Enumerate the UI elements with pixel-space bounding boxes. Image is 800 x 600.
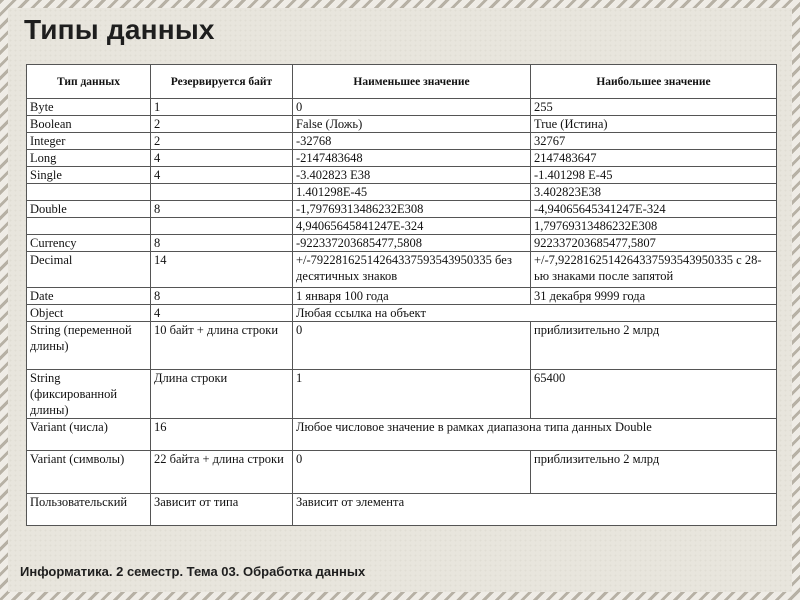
table-row-date xyxy=(27,288,777,305)
table-row-variant-numbers xyxy=(27,419,777,451)
cell-type xyxy=(27,218,151,235)
table-row-double-positive xyxy=(27,218,777,235)
cell-bytes: 4 xyxy=(151,150,293,167)
cell-min: 1.401298E-45 xyxy=(293,184,531,201)
cell-type: Byte xyxy=(27,99,151,116)
cell-type: Variant (символы) xyxy=(27,451,151,494)
header-min: Наименьшее значение xyxy=(293,65,531,99)
cell-min: 0 xyxy=(293,322,531,370)
cell-bytes: 1 xyxy=(151,99,293,116)
cell-min: 1 января 100 года xyxy=(293,288,531,305)
cell-type: String (переменной длины) xyxy=(27,322,151,370)
cell-type: Integer xyxy=(27,133,151,150)
table-row-object xyxy=(27,305,777,322)
cell-max: приблизительно 2 млрд xyxy=(531,322,777,370)
table-row-string-fixed xyxy=(27,370,777,419)
table-row-user-defined xyxy=(27,494,777,526)
table-row-decimal xyxy=(27,252,777,288)
cell-min: False (Ложь) xyxy=(293,116,531,133)
cell-range: Любое числовое значение в рамках диапазона типа данных Double xyxy=(293,419,777,451)
cell-bytes: Зависит от типа xyxy=(151,494,293,526)
cell-bytes: 2 xyxy=(151,133,293,150)
cell-type: Double xyxy=(27,201,151,218)
cell-min: -3.402823 E38 xyxy=(293,167,531,184)
header-type: Тип данных xyxy=(27,65,151,99)
table-row-boolean xyxy=(27,116,777,133)
cell-bytes: 16 xyxy=(151,419,293,451)
table-row-byte xyxy=(27,99,777,116)
cell-max: -1.401298 E-45 xyxy=(531,167,777,184)
table-row-string-variable xyxy=(27,322,777,370)
table-row-long xyxy=(27,150,777,167)
cell-min: 4,94065645841247E-324 xyxy=(293,218,531,235)
table-row-currency xyxy=(27,235,777,252)
cell-bytes: 8 xyxy=(151,288,293,305)
slide-title: Типы данных xyxy=(24,14,215,45)
cell-max: приблизительно 2 млрд xyxy=(531,451,777,494)
cell-type: Пользовательский xyxy=(27,494,151,526)
cell-max: +/-7,9228162514264337593543950335 с 28-ью знаками после запятой xyxy=(531,252,777,288)
cell-max: True (Истина) xyxy=(531,116,777,133)
cell-bytes xyxy=(151,218,293,235)
cell-max: 255 xyxy=(531,99,777,116)
slide-footer: Информатика. 2 семестр. Тема 03. Обработка данных xyxy=(20,564,366,579)
data-types-table-container xyxy=(26,64,776,526)
cell-type: Date xyxy=(27,288,151,305)
cell-bytes xyxy=(151,184,293,201)
header-bytes: Резервируется байт xyxy=(151,65,293,99)
cell-range: Зависит от элемента xyxy=(293,494,777,526)
cell-min: -2147483648 xyxy=(293,150,531,167)
cell-type: Variant (числа) xyxy=(27,419,151,451)
cell-bytes: 4 xyxy=(151,305,293,322)
cell-bytes: 2 xyxy=(151,116,293,133)
cell-min: +/-79228162514264337593543950335 без десятичных знаков xyxy=(293,252,531,288)
cell-bytes: 8 xyxy=(151,235,293,252)
cell-max: 922337203685477,5807 xyxy=(531,235,777,252)
header-max: Наибольшее значение xyxy=(531,65,777,99)
table-row-integer xyxy=(27,133,777,150)
cell-bytes: Длина строки xyxy=(151,370,293,419)
cell-type: Long xyxy=(27,150,151,167)
cell-type: Currency xyxy=(27,235,151,252)
cell-max: 32767 xyxy=(531,133,777,150)
data-types-table xyxy=(26,64,777,526)
cell-min: 0 xyxy=(293,99,531,116)
cell-bytes: 4 xyxy=(151,167,293,184)
cell-min: 1 xyxy=(293,370,531,419)
table-header-row xyxy=(27,65,777,99)
table-row-single xyxy=(27,167,777,184)
cell-type: Boolean xyxy=(27,116,151,133)
cell-max: 65400 xyxy=(531,370,777,419)
table-row-single-positive xyxy=(27,184,777,201)
cell-range: Любая ссылка на объект xyxy=(293,305,777,322)
cell-type xyxy=(27,184,151,201)
cell-bytes: 14 xyxy=(151,252,293,288)
cell-min: -922337203685477,5808 xyxy=(293,235,531,252)
cell-bytes: 10 байт + длина строки xyxy=(151,322,293,370)
cell-min: -1,79769313486232E308 xyxy=(293,201,531,218)
cell-type: Object xyxy=(27,305,151,322)
cell-min: 0 xyxy=(293,451,531,494)
cell-type: Decimal xyxy=(27,252,151,288)
cell-bytes: 22 байта + длина строки xyxy=(151,451,293,494)
cell-max: -4,94065645341247E-324 xyxy=(531,201,777,218)
cell-max: 1,79769313486232E308 xyxy=(531,218,777,235)
table-row-variant-symbols xyxy=(27,451,777,494)
cell-max: 31 декабря 9999 года xyxy=(531,288,777,305)
cell-min: -32768 xyxy=(293,133,531,150)
cell-bytes: 8 xyxy=(151,201,293,218)
cell-type: Single xyxy=(27,167,151,184)
table-row-double xyxy=(27,201,777,218)
cell-max: 2147483647 xyxy=(531,150,777,167)
cell-type: String (фиксированной длины) xyxy=(27,370,151,419)
cell-max: 3.402823E38 xyxy=(531,184,777,201)
